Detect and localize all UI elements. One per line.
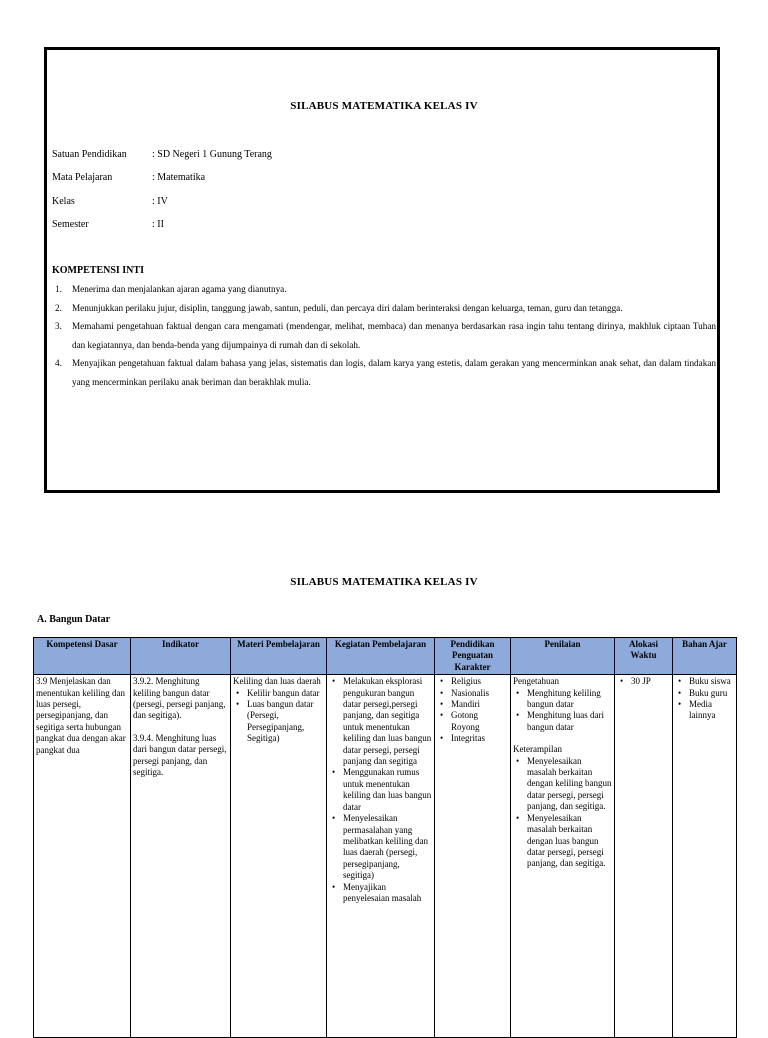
list-item: • Luas bangun datar (Persegi, Persegipanjang, Segitiga)	[247, 699, 324, 745]
penilaian-label: Pengetahuan	[513, 676, 559, 687]
column-header: Bahan Ajar	[673, 638, 737, 675]
column-header: Kegiatan Pembelajaran	[327, 638, 435, 675]
kegiatan-cell	[327, 675, 435, 1038]
indikator-text: 3.9.2. Menghitung keliling bangun datar (persegi, persegi panjang, dan segitiga).	[133, 676, 226, 721]
list-item: 4. Menyajikan pengetahuan faktual dalam bahasa yang jelas, sistematis dan logis, dalam karya yang estetis, dalam gerakan yang mencerminkan anak sehat, dan dalam tindakan yang mencerminkan perilaku anak beriman dan berakhlak mulia.	[55, 358, 716, 387]
bahan-cell	[673, 675, 737, 1038]
field-value: : IV	[152, 196, 168, 207]
materi-cell	[231, 675, 327, 1038]
column-header: Indikator	[131, 638, 231, 675]
cover-frame	[44, 47, 720, 493]
list-item: • Media lainnya	[689, 699, 734, 722]
list-item: 2. Menunjukkan perilaku jujur, disiplin, tanggung jawab, santun, peduli, dan percaya diri dalam berinteraksi dengan keluarga, teman, guru dan tetangga.	[55, 302, 623, 313]
list-item: • Mandiri	[451, 699, 508, 710]
column-header: Alokasi Waktu	[615, 638, 673, 675]
list-item: • Kelilir bangun datar	[247, 688, 324, 699]
field-value: : Matematika	[152, 172, 206, 183]
field-label: Semester	[52, 219, 89, 230]
kd-text: 3.9 Menjelaskan dan menentukan keliling dan luas persegi, persegipanjang, dan segitiga serta hubungan pangkat dua dengan akar pangkat dua	[36, 676, 126, 755]
list-item: • Integritas	[451, 733, 508, 744]
list-item: • Religius	[451, 676, 508, 687]
table-header-row	[34, 638, 737, 675]
penilaian-label: Keterampilan	[513, 744, 562, 755]
list-item: • Menyelesaikan permasalahan yang melibatkan keliling dan luas daerah (persegi, persegipanjang, segitiga)	[343, 813, 432, 881]
list-item: • Buku guru	[689, 688, 734, 699]
list-item: 1. Menerima dan menjalankan ajaran agama yang dianutnya.	[55, 284, 287, 294]
list-item: • Menghitung luas dari bangun datar	[527, 710, 612, 733]
field-value: : II	[152, 219, 164, 230]
kompetensi-inti-heading: KOMPETENSI INTI	[52, 265, 144, 276]
list-item: • 30 JP	[631, 676, 670, 687]
field-label: Kelas	[52, 196, 75, 207]
document-title: SILABUS MATEMATIKA KELAS IV	[290, 100, 478, 112]
penilaian-cell	[511, 675, 615, 1038]
column-header: Pendidikan Penguatan Karakter	[435, 638, 511, 675]
section-subheading: A. Bangun Datar	[37, 614, 111, 625]
column-header: Penilaian	[511, 638, 615, 675]
list-item: 3. Memahami pengetahuan faktual dengan cara mengamati (mendengar, melihat, membaca) dan menanya berdasarkan rasa ingin tahu tentang dirinya, makhluk ciptaan Tuhan dan kegiatannya, dan benda-benda yang dijumpainya di rumah dan di sekolah.	[55, 321, 716, 350]
kd-cell	[34, 675, 131, 1038]
list-item: • Buku siswa	[689, 676, 734, 687]
list-item: • Gotong Royong	[451, 710, 508, 733]
list-item: • Melakukan eksplorasi pengukuran bangun datar persegi,persegi panjang, dan segitiga untuk menentukan keliling dan luas bangun datar persegi, persegi panjang dan segitiga	[343, 676, 432, 767]
alokasi-cell	[615, 675, 673, 1038]
syllabus-table	[33, 637, 737, 1038]
list-item: • Menggunakan rumus untuk menentukan keliling dan luas bangun datar	[343, 767, 432, 813]
list-item: • Menyelesaikan masalah berkaitan dengan keliling bangun datar persegi, persegi panjang, dan segitiga.	[527, 756, 612, 813]
field-label: Satuan Pendidikan	[52, 149, 127, 160]
karakter-cell	[435, 675, 511, 1038]
section-title: SILABUS MATEMATIKA KELAS IV	[290, 576, 478, 588]
list-item: • Menyajikan penyelesaian masalah	[343, 882, 432, 905]
kompetensi-inti-list	[52, 280, 716, 391]
field-label: Mata Pelajaran	[52, 172, 113, 183]
materi-intro: Keliling dan luas daerah	[233, 676, 321, 687]
indikator-cell	[131, 675, 231, 1038]
field-value: : SD Negeri 1 Gunung Terang	[152, 149, 272, 160]
list-item: • Nasionalis	[451, 688, 508, 699]
column-header: Kompetensi Dasar	[34, 638, 131, 675]
list-item: • Menyelesaikan masalah berkaitan dengan luas bangun datar persegi, persegi panjang, dan segitiga.	[527, 813, 612, 870]
table-row	[34, 675, 737, 1038]
list-item: • Menghitung keliling bangun datar	[527, 688, 612, 711]
indikator-text: 3.9.4. Menghitung luas dari bangun datar persegi, persegi panjang, dan segitiga.	[133, 732, 227, 778]
column-header: Materi Pembelajaran	[231, 638, 327, 675]
